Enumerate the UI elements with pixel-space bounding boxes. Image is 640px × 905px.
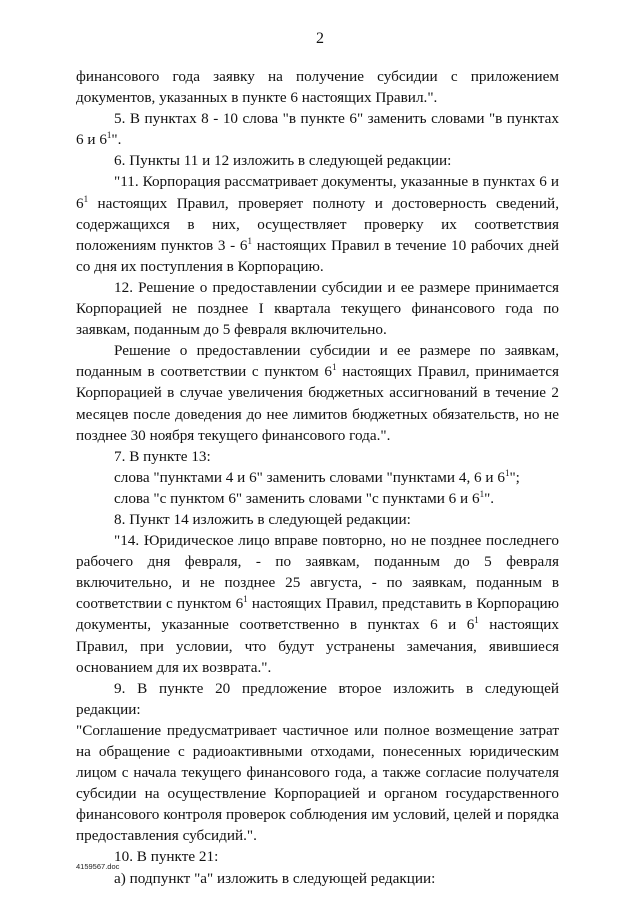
paragraph-text: "11. Корпорация рассматривает документы, указанные в пунктах 6 и 6 bbox=[76, 173, 559, 212]
paragraph-text: слова "с пунктом 6" заменить словами "с пунктами 6 и 6 bbox=[114, 489, 480, 507]
superscript-index: 1 bbox=[83, 193, 89, 204]
paragraph-p12 bbox=[76, 678, 559, 720]
paragraph-text: настоящих Правил в течение 10 рабочих дней со дня их поступления в Корпорацию. bbox=[76, 236, 559, 275]
paragraph-p5 bbox=[76, 277, 559, 340]
paragraph-text: ". bbox=[484, 489, 495, 507]
paragraph-text: настоящих Правил, принимается Корпорацией в случае увеличения бюджетных ассигнований в течение 2 месяцев после доведения до нее лимитов бюджетных обязательств, но не позднее 30 ноября текущего финансового года.". bbox=[76, 363, 560, 444]
document-file-code: 4159567.doc bbox=[76, 862, 120, 871]
paragraph-text: 5. В пунктах 8 - 10 слова "в пункте 6" заменить словами "в пунктах 6 и 6 bbox=[76, 110, 559, 149]
superscript-index: 1 bbox=[504, 467, 510, 478]
paragraph-text: настоящих Правил, представить в Корпорацию документы, указанные соответственно в пунктах 6 и 6 bbox=[76, 595, 560, 634]
paragraph-text: "14. Юридическое лицо вправе повторно, но не позднее последнего рабочего дня февраля, - по заявкам, поданным до 5 февраля включительно, и не позднее 25 августа, - по заявкам, поданным в соответствии с пунктом 6 bbox=[76, 532, 559, 613]
superscript-index: 1 bbox=[332, 362, 337, 373]
superscript-index: 1 bbox=[247, 235, 253, 246]
paragraph-text: слова "пунктами 4 и 6" заменить словами "пунктами 4, 6 и 6 bbox=[114, 468, 505, 486]
paragraph-p3 bbox=[76, 150, 559, 171]
paragraph-p14 bbox=[76, 846, 559, 867]
paragraph-text: а) подпункт "а" изложить в следующей редакции: bbox=[114, 869, 436, 887]
paragraph-p11 bbox=[76, 530, 559, 678]
paragraph-text: настоящих Правил, при условии, что будут устранены замечания, явившиеся основанием для их возврата.". bbox=[76, 616, 559, 676]
paragraph-text: настоящих Правил, проверяет полноту и достоверность сведений, содержащихся в них, осуществляет проверку их соответствия положениям пунктов 3 - 6 bbox=[76, 194, 559, 254]
paragraph-text: 10. В пункте 21: bbox=[114, 848, 219, 866]
superscript-index: 1 bbox=[479, 488, 485, 499]
paragraph-text: 6. Пункты 11 и 12 изложить в следующей редакции: bbox=[114, 152, 452, 170]
paragraph-text: 9. В пункте 20 предложение второе изложить в следующей редакции: bbox=[76, 679, 559, 718]
paragraph-text: "; bbox=[509, 468, 520, 486]
page-number: 2 bbox=[316, 30, 324, 47]
paragraph-p9 bbox=[76, 488, 559, 509]
paragraph-p4 bbox=[76, 171, 559, 276]
paragraph-text: финансового года заявку на получение субсидии с приложением документов, указанных в пункте 6 настоящих Правил.". bbox=[76, 68, 559, 107]
paragraph-text: ". bbox=[111, 131, 122, 149]
superscript-index: 1 bbox=[474, 615, 479, 626]
paragraph-p13 bbox=[76, 720, 559, 847]
paragraph-p15 bbox=[76, 868, 559, 889]
document-body bbox=[76, 66, 559, 889]
paragraph-p8 bbox=[76, 467, 559, 488]
paragraph-text: "Соглашение предусматривает частичное или полное возмещение затрат на обращение с радиоактивными отходами, понесенных юридическим лицом с начала текущего финансового года, а также согласие получателя субсидии на осуществление Корпорацией и органом государственного финансового контроля проверок соблюдения им условий, целей и порядка предоставления субсидий.". bbox=[76, 721, 559, 845]
paragraph-p1 bbox=[76, 66, 559, 108]
paragraph-p2 bbox=[76, 108, 559, 150]
paragraph-p10 bbox=[76, 509, 559, 530]
paragraph-text: Решение о предоставлении субсидии и ее размере по заявкам, поданным в соответствии с пунктом 6 bbox=[76, 342, 559, 381]
paragraph-p6 bbox=[76, 340, 559, 445]
paragraph-text: 12. Решение о предоставлении субсидии и ее размере принимается Корпорацией не позднее I квартала текущего финансового года по заявкам, поданным до 5 февраля включительно. bbox=[76, 278, 559, 339]
superscript-index: 1 bbox=[243, 594, 248, 605]
paragraph-text: 8. Пункт 14 изложить в следующей редакции: bbox=[114, 510, 411, 528]
paragraph-p7 bbox=[76, 446, 559, 467]
superscript-index: 1 bbox=[106, 130, 112, 141]
paragraph-text: 7. В пункте 13: bbox=[114, 447, 211, 465]
